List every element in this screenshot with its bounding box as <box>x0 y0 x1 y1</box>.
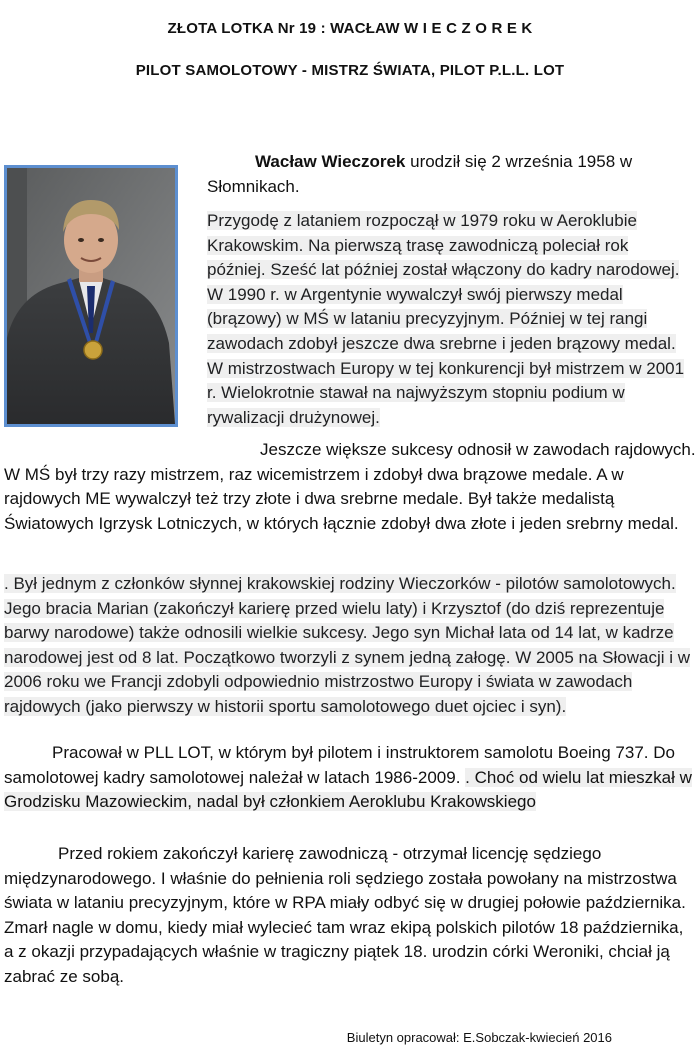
paragraph-lot-career <box>4 741 696 815</box>
person-name: Wacław Wieczorek <box>255 152 406 171</box>
footer-credit: Biuletyn opracował: E.Sobczak-kwiecień 2016 <box>346 1030 612 1045</box>
intro-paragraph <box>207 150 695 199</box>
paragraph-family <box>4 572 696 720</box>
paragraph-rally-successes <box>4 438 696 536</box>
intro-text: urodził się 2 września 1958 w Słomnikach. <box>207 152 633 196</box>
document-title: ZŁOTA LOTKA Nr 19 : WACŁAW W I E C Z O R E K <box>167 20 533 37</box>
paragraph-career-start-text: Przygodę z lataniem rozpoczął w 1979 roku w Aeroklubie Krakowskim. Na pierwszą trasę zawodniczą poleciał rok później. Sześć lat później został włączony do kadry narodowej. W 1990 r. w Argentynie wywalczył swój pierwszy medal (brązowy) w MŚ w lataniu precyzyjnym. Później w tej rangi zawodach zdobył jeszcze dwa srebrne i jeden brązowy medal. W mistrzostwach Europy w tej konkurencji był mistrzem w 2001 r. Wielokrotnie stawał na najwyższym stopniu podium w rywalizacji drużynowej. <box>207 211 685 427</box>
paragraph-career-start <box>207 209 687 430</box>
paragraph-lot-career-highlight: . Choć od wielu lat mieszkał w Grodzisku Mazowieckim, nadal był członkiem Aeroklubu Krakowskiego <box>4 767 692 812</box>
paragraph-judge-and-death-text: Przed rokiem zakończył karierę zawodniczą - otrzymał licencję sędziego międzynarodowego. I właśnie do pełnienia roli sędziego została powołany na mistrzostwa świata w lataniu precyzyjnym, które w RPA miały odbyć się w drugiej połowie października. Zmarł nagle w domu, kiedy miał wylecieć tam wraz ekipą polskich pilotów 18 października, a z okazji przypadających właśnie w tragiczny piątek 18. urodzin córki Weroniki, chciał ją zabrać ze sobą. <box>4 844 686 986</box>
portrait-image <box>7 168 175 424</box>
paragraph-family-text: . Był jednym z członków słynnej krakowskiej rodziny Wieczorków - pilotów samolotowych. Jego bracia Marian (zakończył karierę przed wielu laty) i Krzysztof (do dziś reprezentuje barwy narodowe) także odnosili wielkie sukcesy. Jego syn Michał lata od 14 lat, w kadrze narodowej jest od 8 lat. Początkowo tworzyli z synem jedną załogę. W 2005 na Słowacji i w 2006 roku we Francji zdobyli odpowiednio mistrzostwo Europy i świata w zawodach rajdowych (jako pierwszy w historii sportu samolotowego duet ojciec i syn). <box>4 574 691 716</box>
portrait-photo <box>4 165 178 427</box>
document-subtitle: PILOT SAMOLOTOWY - MISTRZ ŚWIATA, PILOT P.L.L. LOT <box>135 62 565 79</box>
paragraph-rally-successes-text: Jeszcze większe sukcesy odnosił w zawodach rajdowych. W MŚ był trzy razy mistrzem, raz wicemistrzem i zdobył dwa brązowe medale. A w rajdowych ME wywalczył też trzy złote i dwa srebrne medale. Był także medalistą Światowych Igrzysk Lotniczych, w których łącznie zdobył dwa złote i jeden srebrny medal. <box>4 440 696 533</box>
paragraph-judge-and-death <box>4 842 696 990</box>
paragraph-lot-career-text: Pracował w PLL LOT, w którym był pilotem i instruktorem samolotu Boeing 737. Do samolotowej kadry samolotowej należał w latach 1986-2009. <box>4 743 675 787</box>
